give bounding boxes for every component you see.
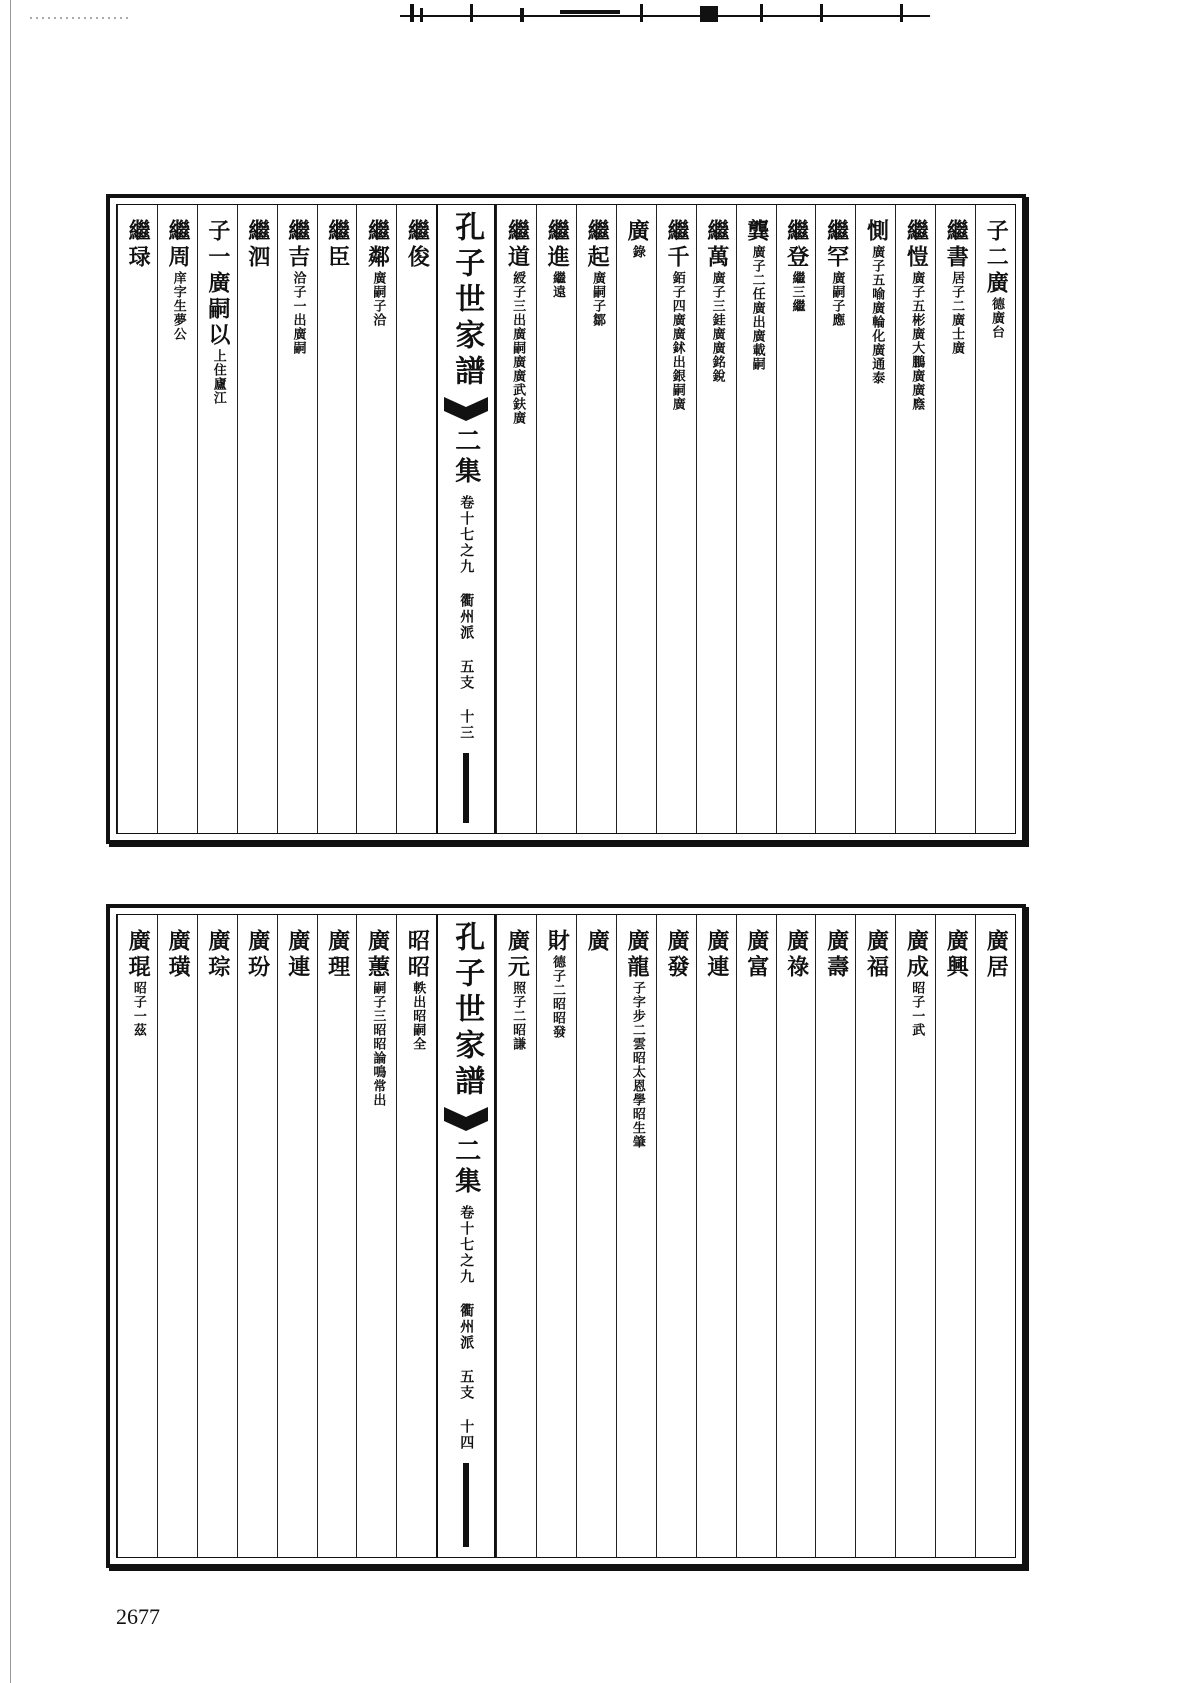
person-name: 繼琭 — [125, 219, 152, 271]
person-name: 廣祿 — [783, 929, 810, 981]
genealogy-column — [895, 915, 935, 1557]
person-name: 廣發 — [663, 929, 690, 981]
volume-label: 二集 — [450, 427, 481, 487]
person-name: 子一廣嗣以 — [204, 219, 231, 349]
chapter-label: 卷十七之九 衢州派 五支 十四 — [458, 1205, 475, 1451]
genealogy-column — [935, 915, 975, 1557]
annotation: 彬廣大 — [909, 313, 925, 355]
genealogy-column — [616, 915, 656, 1557]
top-scan-marks — [0, 0, 1190, 30]
annotation: 上住廬江 — [210, 349, 226, 405]
person-name: 龔 — [743, 219, 770, 245]
annotation: 喻廣輪 — [869, 287, 885, 329]
annotation: 廣廣 — [669, 313, 685, 341]
annotation: 廣嗣子 — [370, 271, 386, 313]
genealogy-column — [117, 915, 157, 1557]
genealogy-column — [157, 205, 197, 833]
genealogy-column — [496, 205, 536, 833]
annotation: 照子二 — [510, 981, 526, 1023]
annotation: 鄒 — [589, 313, 605, 327]
volume-label: 二集 — [450, 1137, 481, 1197]
person-name: 廣連 — [703, 929, 730, 981]
genealogy-column — [237, 915, 277, 1557]
annotation: 廣武 — [510, 369, 526, 397]
genealogy-column — [975, 915, 1015, 1557]
person-name: 廣富 — [743, 929, 770, 981]
annotation: 應 — [829, 313, 845, 327]
fishtail-bar — [463, 753, 469, 823]
person-name: 繼俊 — [404, 219, 431, 271]
annotation: 繼三 — [789, 271, 805, 299]
genealogy-column — [576, 915, 616, 1557]
annotation: 錄 — [629, 245, 645, 259]
person-name: 廣龍 — [624, 929, 651, 981]
center-header-strip — [436, 915, 496, 1557]
annotation: 繼遠 — [550, 271, 566, 299]
annotation: 出廣 — [510, 313, 526, 341]
annotation: 昭子一 — [130, 981, 146, 1023]
genealogy-column — [277, 205, 317, 833]
annotation: 常出 — [370, 1079, 386, 1107]
person-name: 廣理 — [324, 929, 351, 981]
person-name: 財 — [544, 929, 571, 955]
annotation: 廣子五 — [869, 245, 885, 287]
person-name: 廣壽 — [823, 929, 850, 981]
annotation: 廣嗣子 — [829, 271, 845, 313]
person-name: 繼書 — [943, 219, 970, 271]
genealogy-column — [496, 915, 536, 1557]
person-name: 廣連 — [284, 929, 311, 981]
annotation: 銆子四 — [669, 271, 685, 313]
genealogy-column — [656, 915, 696, 1557]
annotation: 銈廣 — [709, 313, 725, 341]
person-name: 繼罕 — [823, 219, 850, 271]
chapter-label: 卷十七之九 衢州派 五支 十三 — [458, 495, 475, 741]
annotation: 昭子一 — [909, 981, 925, 1023]
person-name: 廣玢 — [244, 929, 271, 981]
genealogy-column — [536, 915, 576, 1557]
annotation: 綬子三 — [510, 271, 526, 313]
person-name: 廣居 — [983, 929, 1010, 981]
annotation: 昭太 — [629, 1051, 645, 1079]
genealogy-page-lower — [106, 904, 1026, 1568]
annotation: 洽子一 — [290, 271, 306, 313]
genealogy-column — [895, 205, 935, 833]
person-name: 廣福 — [863, 929, 890, 981]
annotation: 德廣台 — [989, 297, 1005, 339]
person-name: 廣成 — [903, 929, 930, 981]
annotation: 洽 — [370, 313, 386, 327]
genealogy-column — [157, 915, 197, 1557]
annotation: 廣子三 — [709, 271, 725, 313]
person-name: 繼起 — [584, 219, 611, 271]
person-name: 廣琨 — [125, 929, 152, 981]
genealogy-page-upper — [106, 194, 1026, 844]
annotation: 廣士廣 — [949, 313, 965, 355]
genealogy-column — [317, 915, 357, 1557]
person-name: 繼鄰 — [364, 219, 391, 271]
annotation: 德子二昭 — [550, 955, 566, 1011]
person-name: 惻 — [863, 219, 890, 245]
fishtail-ornament — [444, 1107, 488, 1131]
person-name: 繼吉 — [284, 219, 311, 271]
annotation: 出廣 — [290, 313, 306, 341]
genealogy-column — [396, 915, 436, 1557]
person-name: 昭昭 — [404, 929, 431, 981]
annotation: 昭謙 — [510, 1023, 526, 1051]
annotation: 嗣廣 — [669, 383, 685, 411]
person-name: 繼泗 — [244, 219, 271, 271]
genealogy-column — [736, 205, 776, 833]
column-grid — [116, 914, 1016, 1558]
annotation: 廣銘 — [709, 341, 725, 369]
annotation: 嗣 — [749, 357, 765, 371]
person-name: 繼周 — [164, 219, 191, 271]
genealogy-column — [815, 205, 855, 833]
annotation: 廣廕 — [909, 383, 925, 411]
book-title: 孔子世家譜 — [449, 921, 485, 1101]
person-name: 繼登 — [783, 219, 810, 271]
annotation: 化廣 — [869, 329, 885, 357]
genealogy-column — [356, 205, 396, 833]
annotation: 嗣子三 — [370, 981, 386, 1023]
genealogy-column — [616, 205, 656, 833]
annotation: 論鳴 — [370, 1051, 386, 1079]
genealogy-column — [696, 205, 736, 833]
genealogy-column — [576, 205, 616, 833]
genealogy-column — [855, 205, 895, 833]
annotation: 嗣 — [290, 341, 306, 355]
genealogy-column — [197, 915, 237, 1557]
genealogy-column — [356, 915, 396, 1557]
annotation: 昭昭 — [370, 1023, 386, 1051]
annotation: 嗣廣 — [510, 341, 526, 369]
annotation: 居子二 — [949, 271, 965, 313]
person-name: 繼千 — [663, 219, 690, 271]
genealogy-column — [237, 205, 277, 833]
annotation: 恩學 — [629, 1079, 645, 1107]
genealogy-column — [776, 915, 816, 1557]
annotation: 茲 — [130, 1023, 146, 1037]
annotation: 鈇廣 — [510, 397, 526, 425]
genealogy-column — [776, 205, 816, 833]
book-title: 孔子世家譜 — [449, 211, 485, 391]
genealogy-column — [117, 205, 157, 833]
person-name: 廣 — [584, 929, 611, 955]
annotation: 廣子二 — [749, 245, 765, 287]
person-name: 廣 — [624, 219, 651, 245]
person-name: 廣琮 — [204, 929, 231, 981]
annotation: 鵬廣 — [909, 355, 925, 383]
annotation: 銳 — [709, 369, 725, 383]
annotation: 通泰 — [869, 357, 885, 385]
annotation: 繼 — [789, 299, 805, 313]
fishtail-ornament — [444, 397, 488, 421]
annotation: 昭生 — [629, 1107, 645, 1135]
annotation: 全 — [410, 1037, 426, 1051]
annotation: 子字步 — [629, 981, 645, 1023]
person-name: 繼臣 — [324, 219, 351, 271]
page-number: 2677 — [116, 1604, 160, 1629]
center-header-strip — [436, 205, 496, 833]
person-name: 子二廣 — [983, 219, 1010, 297]
annotation: 廣嗣子 — [589, 271, 605, 313]
annotation: 廣子五 — [909, 271, 925, 313]
genealogy-column — [736, 915, 776, 1557]
genealogy-column — [536, 205, 576, 833]
person-name: 繼愷 — [903, 219, 930, 271]
annotation: 昭嗣 — [410, 1009, 426, 1037]
annotation: 昭發 — [550, 1011, 566, 1039]
genealogy-column — [935, 205, 975, 833]
column-grid — [116, 204, 1016, 834]
annotation: 任廣 — [749, 287, 765, 315]
genealogy-column — [656, 205, 696, 833]
annotation: 庠字生夢公 — [170, 271, 186, 341]
genealogy-column — [277, 915, 317, 1557]
person-name: 繼進 — [544, 219, 571, 271]
annotation: 肇 — [629, 1135, 645, 1149]
genealogy-column — [396, 205, 436, 833]
annotation: 武 — [909, 1023, 925, 1037]
annotation: 鉥出銀 — [669, 341, 685, 383]
person-name: 廣蕙 — [364, 929, 391, 981]
annotation: 出廣載 — [749, 315, 765, 357]
person-name: 繼萬 — [703, 219, 730, 271]
person-name: 廣元 — [504, 929, 531, 981]
genealogy-column — [855, 915, 895, 1557]
genealogy-column — [815, 915, 855, 1557]
person-name: 廣興 — [943, 929, 970, 981]
genealogy-column — [975, 205, 1015, 833]
person-name: 廣璜 — [164, 929, 191, 981]
genealogy-column — [197, 205, 237, 833]
scan-edge-line — [10, 0, 11, 1683]
genealogy-column — [317, 205, 357, 833]
person-name: 繼道 — [504, 219, 531, 271]
genealogy-column — [696, 915, 736, 1557]
annotation: 二雲 — [629, 1023, 645, 1051]
fishtail-bar — [463, 1463, 469, 1547]
annotation: 軼出 — [410, 981, 426, 1009]
